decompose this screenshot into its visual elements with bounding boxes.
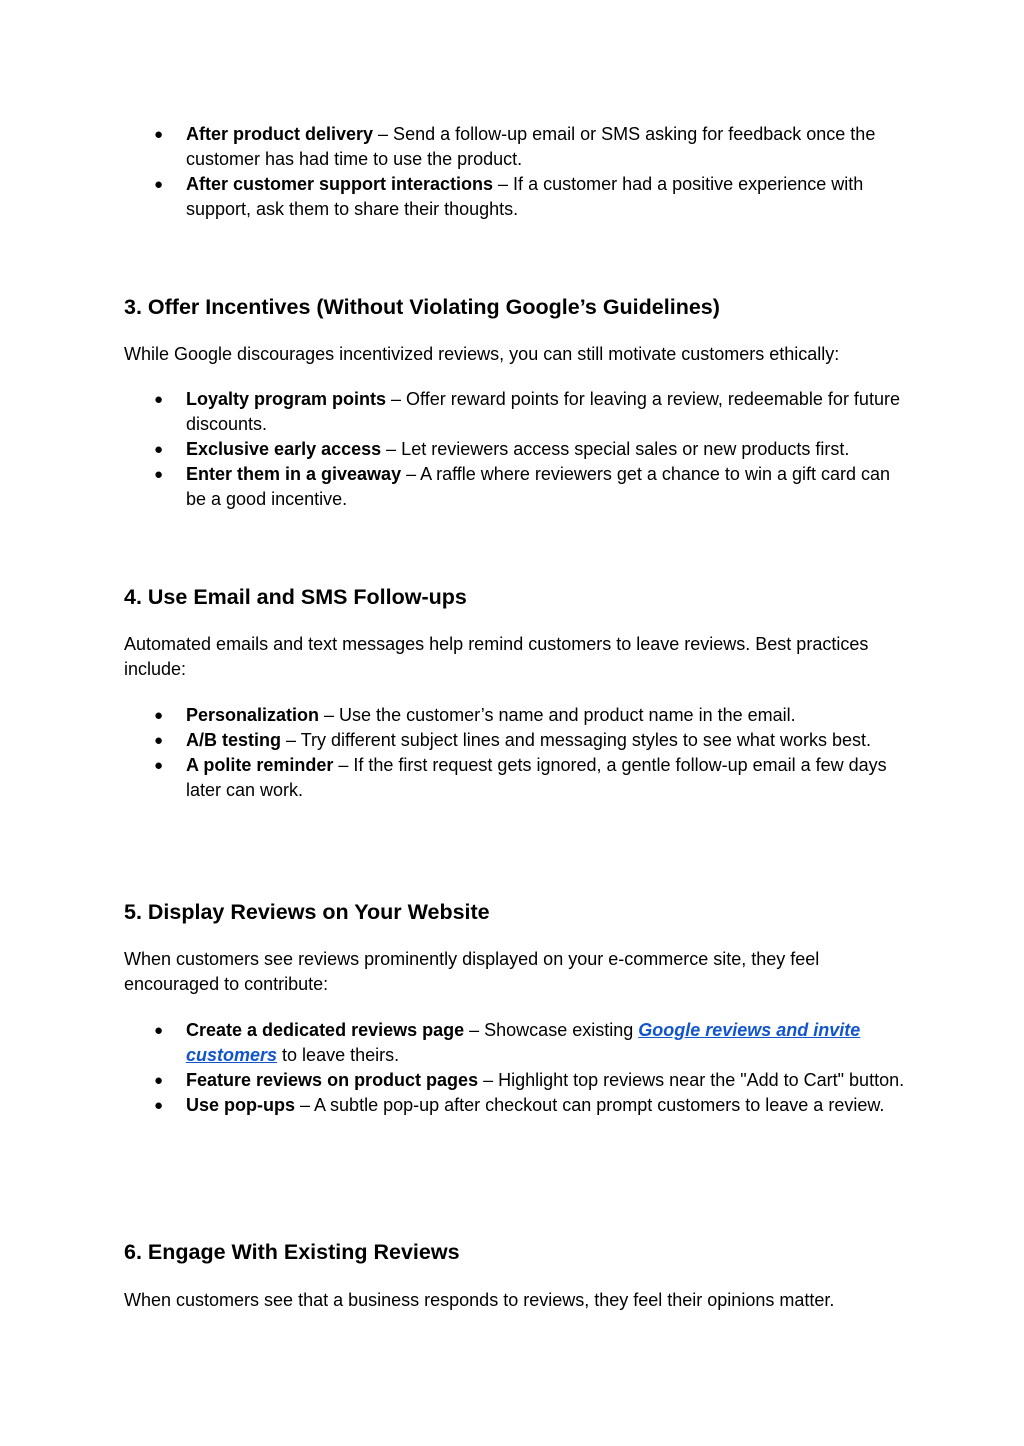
list-item-text: – A raffle where reviewers get a chance to win a gift card can be a good incentive. xyxy=(186,464,891,509)
section-bullet-list xyxy=(0,387,1024,512)
bullet-icon: ● xyxy=(154,1097,164,1114)
google-reviews-link[interactable]: Google reviews and invite customers xyxy=(186,1020,861,1065)
section-intro: When customers see that a business responds to reviews, they feel their opinions matter. xyxy=(124,1290,835,1310)
bullet-icon: ● xyxy=(154,732,164,749)
list-item-title: After customer support interactions xyxy=(186,174,494,194)
list-item-title: A/B testing xyxy=(186,730,282,750)
bullet-icon: ● xyxy=(154,391,164,408)
bullet-icon: ● xyxy=(154,466,164,483)
list-item-text: – Use the customer’s name and product name in the email. xyxy=(319,705,796,725)
bullet-icon: ● xyxy=(154,707,164,724)
list-item xyxy=(0,728,1024,753)
list-item-text: – Showcase existing xyxy=(464,1020,639,1040)
list-item xyxy=(0,122,1024,172)
list-item xyxy=(0,1068,1024,1093)
list-item xyxy=(0,753,1024,803)
list-item xyxy=(0,703,1024,728)
list-item-text: – Highlight top reviews near the "Add to Cart" button. xyxy=(478,1070,905,1090)
section-intro: While Google discourages incentivized reviews, you can still motivate customers ethically: xyxy=(124,344,840,364)
section-intro: Automated emails and text messages help remind customers to leave reviews. Best practices include: xyxy=(124,634,869,679)
list-item-text: – Send a follow-up email or SMS asking for feedback once the customer has had time to use the product. xyxy=(186,124,876,169)
section-heading: 5. Display Reviews on Your Website xyxy=(124,900,490,924)
intro-bullet-list xyxy=(0,122,1024,222)
section-heading: 4. Use Email and SMS Follow-ups xyxy=(124,585,467,609)
bullet-icon: ● xyxy=(154,1072,164,1089)
bullet-icon: ● xyxy=(154,176,164,193)
section-bullet-list xyxy=(0,1018,1024,1118)
list-item-title: After product delivery xyxy=(186,124,374,144)
list-item-title: Feature reviews on product pages xyxy=(186,1070,479,1090)
bullet-icon: ● xyxy=(154,441,164,458)
list-item-title: Loyalty program points xyxy=(186,389,387,409)
bullet-icon: ● xyxy=(154,757,164,774)
list-item-title: A polite reminder xyxy=(186,755,334,775)
list-item xyxy=(0,387,1024,437)
list-item-text: – Try different subject lines and messaging styles to see what works best. xyxy=(281,730,871,750)
list-item xyxy=(0,437,1024,462)
section-bullet-list xyxy=(0,703,1024,803)
list-item-text: – Let reviewers access special sales or new products first. xyxy=(381,439,850,459)
list-item-text: – If the first request gets ignored, a gentle follow-up email a few days later can work. xyxy=(186,755,887,800)
list-item-text: – If a customer had a positive experience with support, ask them to share their thoughts. xyxy=(186,174,864,219)
list-item-title: Create a dedicated reviews page xyxy=(186,1020,465,1040)
list-item-text: – A subtle pop-up after checkout can prompt customers to leave a review. xyxy=(295,1095,885,1115)
section-heading: 3. Offer Incentives (Without Violating Google’s Guidelines) xyxy=(124,295,720,319)
list-item-title: Use pop-ups xyxy=(186,1095,296,1115)
list-item-text: to leave theirs. xyxy=(277,1045,400,1065)
section-heading: 6. Engage With Existing Reviews xyxy=(124,1240,460,1264)
list-item xyxy=(0,172,1024,222)
list-item xyxy=(0,1093,1024,1118)
bullet-icon: ● xyxy=(154,1022,164,1039)
list-item-title: Enter them in a giveaway xyxy=(186,464,402,484)
list-item-title: Exclusive early access xyxy=(186,439,382,459)
bullet-icon: ● xyxy=(154,126,164,143)
list-item-title: Personalization xyxy=(186,705,320,725)
list-item xyxy=(0,462,1024,512)
section-intro: When customers see reviews prominently displayed on your e-commerce site, they feel encouraged to contribute: xyxy=(124,949,820,994)
list-item-text: – Offer reward points for leaving a review, redeemable for future discounts. xyxy=(186,389,900,434)
list-item xyxy=(0,1018,1024,1068)
